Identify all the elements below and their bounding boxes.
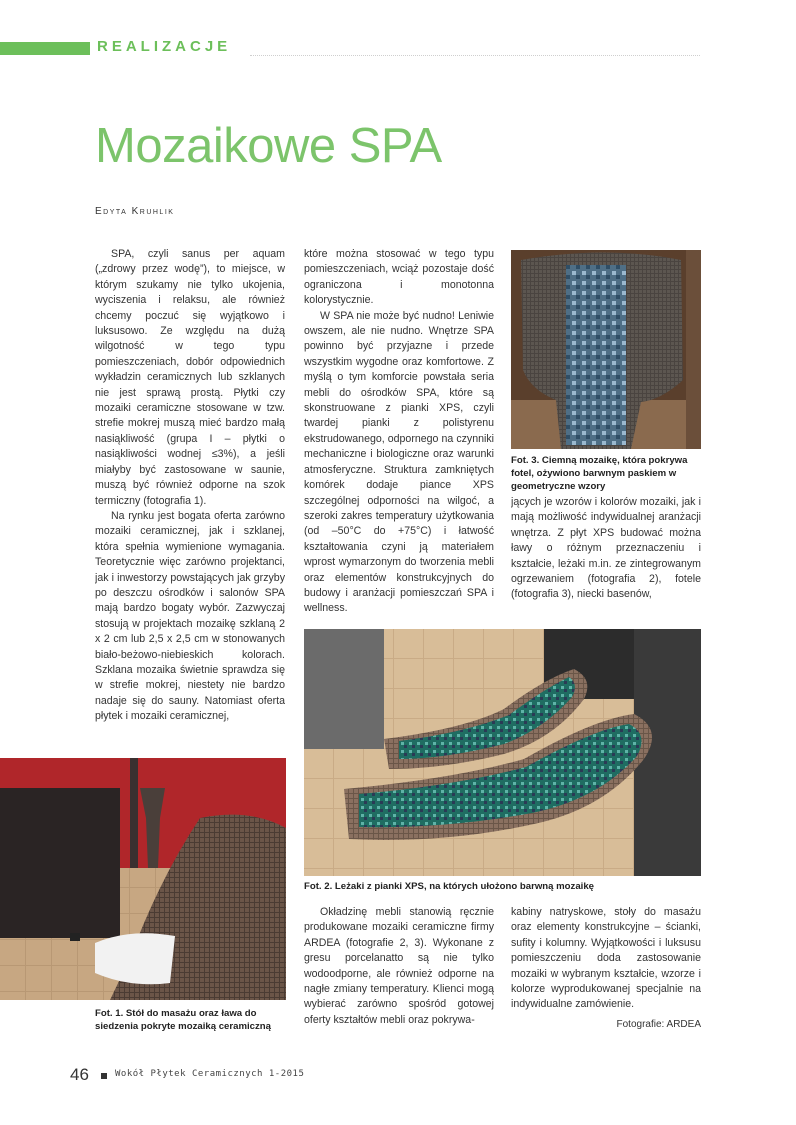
article-column-3: [511, 495, 701, 619]
massage-table-illustration: [0, 758, 286, 1000]
armchair-illustration: [511, 250, 701, 449]
article-paragraph: SPA, czyli sanus per aquam („zdrowy przez wodę”), to miejsce, w którym szukamy nie tylko ukojenia, wyciszenia i relaksu, ale również chcemy poczuć się wyjątkowo i luksusowo. Ze względu na dużą wilgotność w tego typu pomieszczeniach, dobór odpowiednich wykładzin ceramicznych lub szklanych nie jest sprawą prostą. Płytki czy mozaiki ceramiczne stosowane w tzw. strefie mokrej muszą mieć bardzo małą nasiąkliwość (grupa I – płytki o nasiąkliwości wodnej ≤3%), a jeśli miałyby być zastosowane w saunie, muszą być również odporne na szok termiczny (fotografia 1).: [95, 248, 285, 507]
caption-fot1: Fot. 1. Stół do masażu oraz ława do siedzenia pokryte mozaiką ceramiczną: [95, 1008, 271, 1033]
caption-fot2: Fot. 2. Leżaki z pianki XPS, na których ułożono barwną mozaikę: [304, 881, 595, 892]
article-paragraph: jących je wzorów i kolorów mozaiki, jak i mają możliwość indywidualnej aranżacji wnętrza. Z płyt XPS budować można ławy o różnym przeznaczeniu i kształcie, leżaki m.in. ze zintegrowanym ogrzewaniem (fotografia 2), fotele (fotografia 3), niecki basenów,: [511, 496, 701, 601]
photo-massage-table: [0, 758, 286, 1000]
article-column-5: [511, 905, 701, 1025]
header-accent-bar: [0, 42, 90, 55]
caption-fot3: Fot. 3. Ciemną mozaikę, która pokrywa fotel, ożywiono barwnym paskiem w geometryczne wzory: [511, 455, 688, 493]
article-column-4: [304, 905, 494, 1045]
header-rule: [250, 55, 700, 56]
photo-mosaic-armchair: [511, 250, 701, 449]
article-column-2: [304, 247, 494, 619]
article-column-1: [95, 247, 285, 745]
article-paragraph: które można stosować w tego typu pomieszczeniach, wciąż pozostaje dość ograniczona i monotonna kolorystycznie.: [304, 248, 494, 307]
article-paragraph: kabiny natryskowe, stoły do masażu oraz elementy konstrukcyjne – ścianki, sufity i kolumny. Wyjątkowości i luksusu pomieszczeniu doda zastosowanie mozaiki w wybranym kształcie, wzorze i kolorze wyprodukowanej specjalnie na indywidualne zamówienie.: [511, 906, 701, 1011]
article-paragraph: W SPA nie może być nudno! Leniwie owszem, ale nie nudno. Wnętrze SPA powinno być przyjazne i przede wszystkim wygodne oraz komfortowe. Z myślą o tym komforcie powstała seria mebli do ośrodków SPA, które są skonstruowane z pianki XPS, czyli twardej pianki z polistyrenu ekstrudowanego, odpornego na czynniki mechaniczne i biologiczne oraz warunki atmosferyczne. Struktura zamkniętych komórek dodaje piance XPS szczególnej odporności na wilgoć, a szeroki zakres temperatury użytkowania (od –50°C do +75°C) i łatwość kształtowania czyni ją materiałem wprost wymarzonym do tworzenia mebli oraz elementów konstrukcyjnych do budowy i aranżacji pomieszczań SPA i wellness.: [304, 309, 494, 615]
footer-bullet: [101, 1073, 107, 1079]
loungers-illustration: [304, 629, 701, 876]
page-number: 46: [70, 1065, 89, 1084]
article-title: Mozaikowe SPA: [95, 119, 442, 173]
article-author: Edyta Kruhlik: [95, 206, 175, 217]
section-label: REALIZACJE: [97, 38, 232, 55]
article-paragraph: Na rynku jest bogata oferta zarówno mozaiki ceramicznej, jak i szklanej, która spełnia wymienione wymagania. Teoretycznie więc zarówno projektanci, jak i inwestorzy powstających jak grzyby po deszczu ośrodków i salonów SPA mają bardzo bogaty wybór. Zazwyczaj stosują w projektach mozaikę szklaną 2 x 2 cm lub 2,5 x 2,5 cm w stonowanych biało-beżowo-niebieskich kolorach. Szklana mozaika świetnie sprawdza się w strefie mokrej, niestety nie bardzo nadaje się do sauny. Natomiast oferta płytek i mozaiki ceramicznej,: [95, 509, 285, 723]
article-paragraph: Okładzinę mebli stanowią ręcznie produkowane mozaiki ceramiczne firmy ARDEA (fotografie 2, 3). Wykonane z gresu porcelanatto są nie tylko wodoodporne, ale również odporne na nagłe zmiany temperatury. Klienci mogą wybierać zarówno spośród gotowej oferty kształtów mebli oraz pokrywa-: [304, 906, 494, 1026]
photo-xps-loungers: [304, 629, 701, 876]
magazine-name: Wokół Płytek Ceramicznych 1-2015: [115, 1069, 305, 1079]
photo-credit: Fotografie: ARDEA: [616, 1019, 701, 1030]
